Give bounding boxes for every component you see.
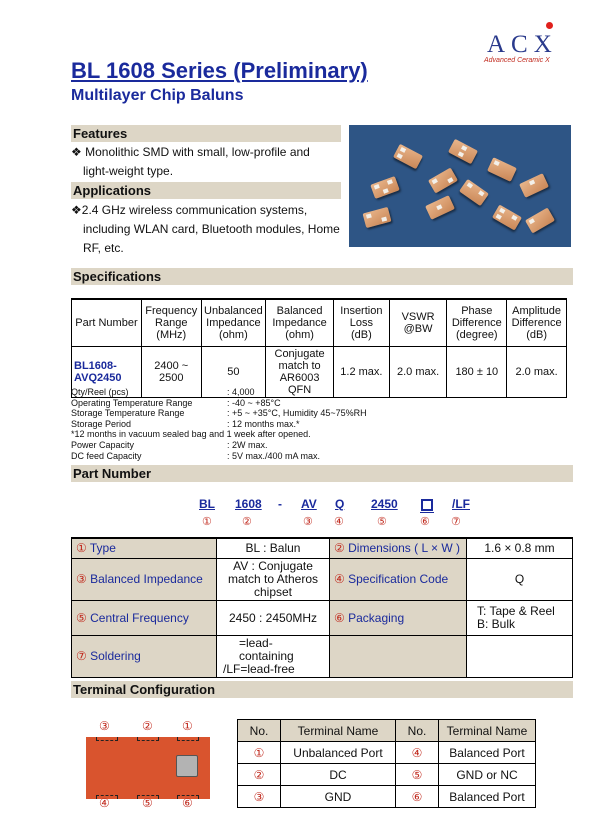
header-insertion-loss: Insertion Loss (dB) [334,299,390,346]
chip-image [425,195,455,220]
chip-image [393,144,423,169]
pad-label-2: ② [142,719,153,733]
spec-code-value: Q [467,558,573,600]
features-line-2: light-weight type. [83,164,174,178]
code-frequency: 2450 [371,497,398,511]
header-unbalanced-impedance: Unbalanced Impedance (ohm) [201,299,266,346]
st-period-value: : 12 months max.* [227,418,300,429]
cell-insertion: 1.2 max. [334,346,390,397]
qty-label: Qty/Reel (pcs) [71,387,129,397]
applications-line-2: including WLAN card, Bluetooth modules, Home [83,222,340,236]
circle-num-5: ⑤ [377,516,387,528]
pad-outline [177,737,199,741]
header-frequency: Frequency Range (MHz) [141,299,201,346]
terminal-no: ② [238,764,281,786]
frequency-value: 2450 : 2450MHz [217,600,330,635]
terminal-table [237,719,536,808]
logo-dot [546,22,553,29]
terminal-name: GND [281,786,396,808]
balanced-label-cell: ③ Balanced Impedance [72,558,217,600]
type-label-cell: ① Type [72,538,217,558]
cell-amplitude: 2.0 max. [507,346,567,397]
terminal-name: Balanced Port [439,786,536,808]
code-packaging [420,498,434,513]
circle-num-1: ① [202,516,212,528]
header-part-number: Part Number [72,299,142,346]
dimensions-value: 1.6 × 0.8 mm [467,538,573,558]
balanced-value: AV : Conjugate match to Atheros chipset [217,558,330,600]
circle-num-3: ③ [303,516,313,528]
power-value: : 2W max. [227,439,268,450]
header-no: No. [238,720,281,742]
table-row [238,786,536,808]
qty-value: : 4,000 [227,387,255,397]
header-terminal-name: Terminal Name [281,720,396,742]
circle-num-2: ② [242,516,252,528]
circle-num-4: ④ [334,516,344,528]
cell-unbalanced: 50 [201,346,266,397]
orientation-mark [176,755,198,777]
terminal-no: ③ [238,786,281,808]
code-impedance: AV [301,497,317,511]
table-row [238,742,536,764]
chip-image [459,179,489,206]
features-line-1: Monolithic SMD with small, low-profile and [85,145,310,159]
st-temp-label: Storage Temperature Range [71,408,185,419]
header-terminal-name: Terminal Name [439,720,536,742]
chip-image [519,173,549,198]
power-label: Power Capacity [71,439,135,450]
terminal-no: ⑥ [396,786,439,808]
storage-footnote: *12 months in vacuum sealed bag and 1 week after opened. [71,429,311,440]
op-temp-value: : -40 ~ +85°C [227,397,281,408]
dc-label: DC feed Capacity [71,450,142,461]
code-dimension: 1608 [235,497,262,511]
terminal-no: ④ [396,742,439,764]
pad-outline [96,737,118,741]
terminal-name: DC [281,764,396,786]
circle-num-6: ⑥ [420,516,430,528]
code-dash: - [278,497,282,511]
terminal-no: ⑤ [396,764,439,786]
company-logo: ACX [487,31,558,58]
terminal-heading: Terminal Configuration [71,681,573,698]
page-title: BL 1608 Series (Preliminary) [71,58,368,83]
diamond-bullet-icon: ❖ [71,203,82,217]
terminal-name: GND or NC [439,764,536,786]
terminal-name: Unbalanced Port [281,742,396,764]
terminal-no: ① [238,742,281,764]
type-value: BL : Balun [217,538,330,558]
features-text [71,143,310,181]
st-temp-value: : +5 ~ +35°C, Humidity 45~75%RH [227,408,367,419]
st-period-label: Storage Period [71,418,132,429]
specifications-table [71,298,567,398]
chip-image [370,176,400,199]
header-vswr: VSWR @BW [389,299,447,346]
part-number-table [71,537,573,678]
code-spec: Q [335,497,345,511]
circle-num-7: ⑦ [451,516,461,528]
specifications-heading: Specifications [71,268,573,285]
terminal-name: Balanced Port [439,742,536,764]
pad-label-4: ④ [99,796,110,810]
empty-value-cell [467,635,573,677]
cell-part-number: BL1608- AVQ2450 [72,346,142,397]
cell-balanced: Conjugate match to AR6003 QFN [266,346,334,397]
pad-label-6: ⑥ [182,796,193,810]
spec-notes [71,387,367,461]
chip-image [487,157,517,182]
code-series: BL [199,497,215,511]
code-soldering: /LF [452,497,470,511]
dc-value: : 5V max./400 mA max. [227,450,321,461]
header-amplitude-difference: Amplitude Difference (dB) [507,299,567,346]
pad-label-5: ⑤ [142,796,153,810]
applications-text [71,201,340,258]
square-box-icon [421,499,433,511]
header-no: No. [396,720,439,742]
pad-label-3: ③ [99,719,110,733]
part-number-heading: Part Number [71,465,573,482]
frequency-label-cell: ⑤ Central Frequency [72,600,217,635]
chip-image [492,205,522,231]
cell-phase: 180 ± 10 [447,346,507,397]
chip-image [448,139,478,164]
product-photo [349,125,571,247]
applications-heading: Applications [71,182,341,199]
pad-outline [137,737,159,741]
empty-label-cell [330,635,467,677]
soldering-label-cell: ⑦ Soldering [72,635,217,677]
soldering-value: =lead-containing /LF=lead-free [217,635,330,677]
dimensions-label-cell: ② Dimensions ( L × W ) [330,538,467,558]
table-row [238,764,536,786]
applications-line-1: 2.4 GHz wireless communication systems, [81,203,308,217]
diamond-bullet-icon: ❖ [71,145,86,159]
logo-subtitle: Advanced Ceramic X [484,57,550,64]
spec-code-label-cell: ④ Specification Code [330,558,467,600]
page-subtitle: Multilayer Chip Baluns [71,87,244,104]
applications-line-3: RF, etc. [83,241,124,255]
header-phase-difference: Phase Difference (degree) [447,299,507,346]
cell-vswr: 2.0 max. [389,346,447,397]
cell-frequency: 2400 ~ 2500 [141,346,201,397]
chip-image [428,168,458,194]
op-temp-label: Operating Temperature Range [71,397,193,408]
packaging-label-cell: ⑥ Packaging [330,600,467,635]
pad-label-1: ① [182,719,193,733]
chip-image [525,208,555,234]
features-heading: Features [71,125,341,142]
header-balanced-impedance: Balanced Impedance (ohm) [266,299,334,346]
packaging-value: T: Tape & Reel B: Bulk [467,600,573,635]
chip-image [363,207,392,228]
